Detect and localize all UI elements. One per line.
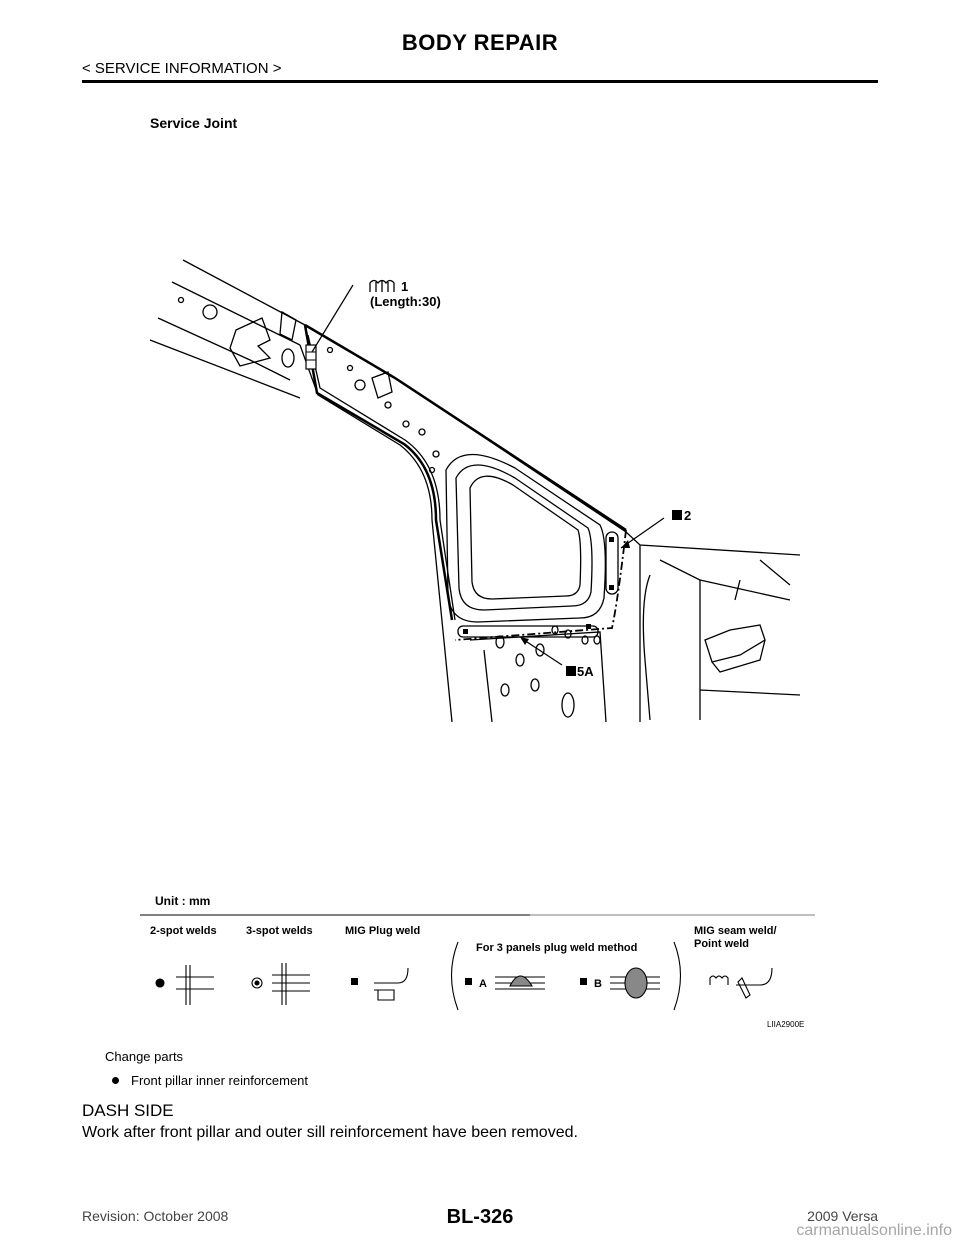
revision-text: Revision: October 2008 bbox=[82, 1208, 229, 1224]
plug-weld-icon bbox=[566, 666, 576, 676]
legend-b-label: B bbox=[594, 978, 602, 990]
legend-mig-seam-label: MIG seam weld/ bbox=[694, 925, 777, 937]
unit-label: Unit : mm bbox=[155, 894, 211, 908]
callout-5a-label: 5A bbox=[577, 664, 594, 679]
change-parts-label: Change parts bbox=[105, 1049, 184, 1064]
model-text: 2009 Versa bbox=[807, 1208, 878, 1224]
change-parts-list-item bbox=[112, 1073, 308, 1088]
page-header-title: BODY REPAIR bbox=[401, 30, 559, 55]
seam-callout-number: 1 bbox=[401, 279, 409, 294]
cut-line bbox=[455, 530, 626, 640]
header-divider bbox=[82, 80, 878, 83]
legend-2-spot-label: 2-spot welds bbox=[150, 925, 217, 937]
service-joint-illustration bbox=[100, 100, 820, 1030]
legend-a-label: A bbox=[479, 978, 487, 990]
section-description: Work after front pillar and outer sill reinforcement have been removed. bbox=[82, 1124, 578, 1141]
change-part-name: Front pillar inner reinforcement bbox=[131, 1073, 309, 1088]
seam-weld-icon bbox=[370, 281, 394, 293]
page-number: BL-326 bbox=[446, 1206, 514, 1228]
seam-callout-length: (Length:30) bbox=[370, 294, 441, 309]
watermark: carmanualsonline.info bbox=[796, 1222, 952, 1239]
section-heading: DASH SIDE bbox=[82, 1101, 174, 1120]
callout-2-label: 2 bbox=[684, 508, 692, 523]
figure-code: LIIA2900E bbox=[767, 1020, 805, 1029]
panel-drawing bbox=[150, 260, 800, 722]
bullet-icon bbox=[112, 1077, 119, 1084]
legend-symbols bbox=[156, 942, 772, 1010]
legend-point-weld-label: Point weld bbox=[694, 938, 749, 950]
legend-3-panel-label: For 3 panels plug weld method bbox=[476, 942, 638, 954]
section-breadcrumb: < SERVICE INFORMATION > bbox=[82, 60, 282, 77]
spot-weld-icon bbox=[156, 979, 164, 987]
legend-mig-plug-label: MIG Plug weld bbox=[345, 925, 421, 937]
legend-3-spot-label: 3-spot welds bbox=[246, 925, 313, 937]
plug-weld-icon bbox=[672, 510, 682, 520]
figure-title: Service Joint bbox=[150, 115, 238, 131]
